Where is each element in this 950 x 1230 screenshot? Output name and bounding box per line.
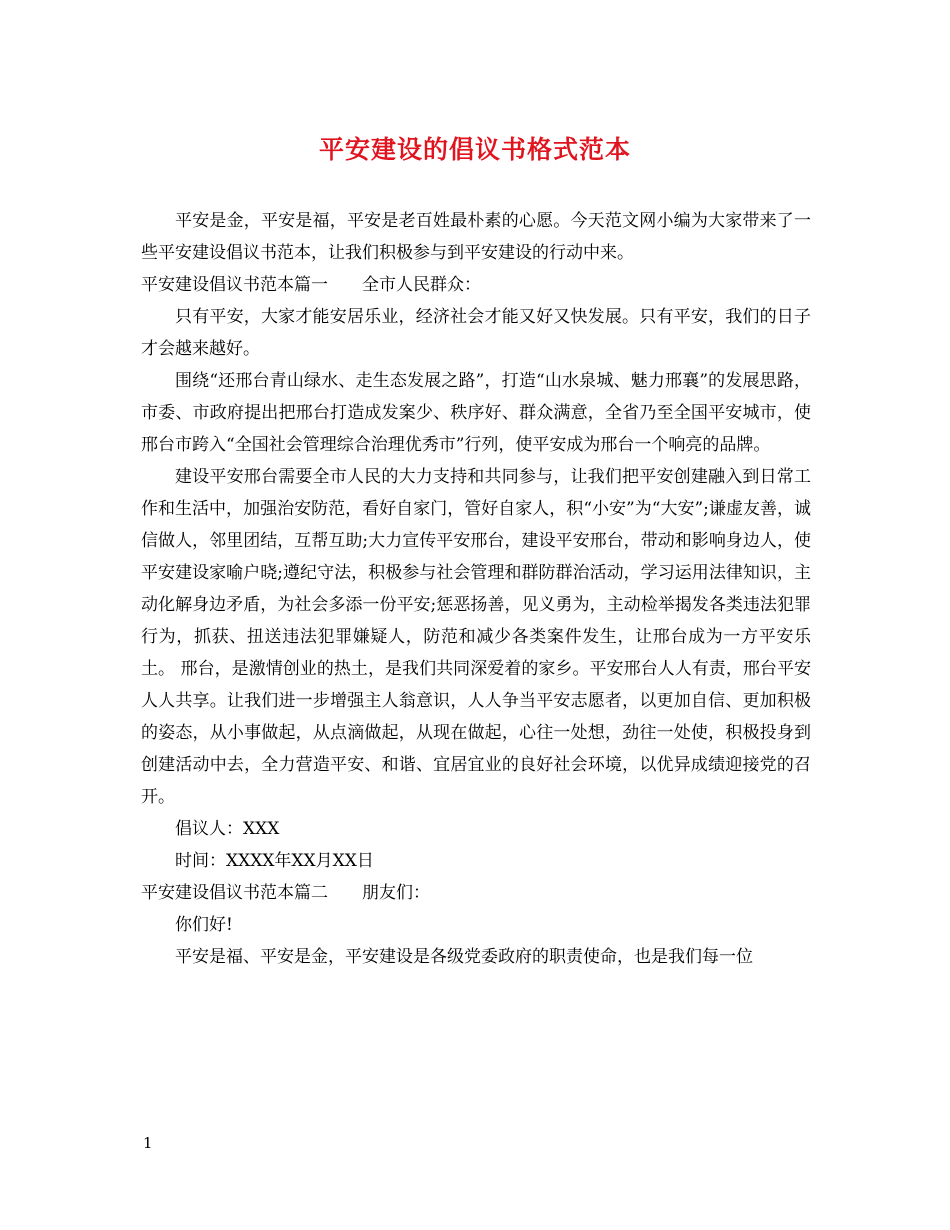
document-title: 平安建设的倡议书格式范本 (318, 135, 631, 164)
signature-line: 倡议人：XXX (175, 819, 280, 839)
paragraph: 建设平安邢台需要全市人民的大力支持和共同参与，让我们把平安创建融入到日常工作和生活中，加强治安防范，看好自家门，管好自家人，积“小安”为“大安”;谦虚友善，诚信做人，邻里团结，互帮互助;大力宣传平安邢台，建设平安邢台，带动和影响身边人，使平安建设家喻户晓;遵纪守法，积极参与社会管理和群防群治活动，学习运用法律知识，主动化解身边矛盾，为社会多添一份平安;惩恶扬善，见义勇为，主动检举揭发各类违法犯罪行为，抓获、扭送违法犯罪嫌疑人，防范和减少各类案件发生，让邢台成为一方平安乐土。 邢台，是激情创业的热土，是我们共同深爱着的家乡。平安邢台人人有责，邢台平安人人共享。让我们进一步增强主人翁意识，人人争当平安志愿者，以更加自信、更加积极的姿态，从小事做起，从点滴做起，从现在做起，心往一处想，劲往一处使，积极投身到创建活动中去，全力营造平安、和谐、宜居宜业的良好社会环境，以优异成绩迎接党的召开。 (141, 467, 811, 807)
section-heading-1: 平安建设倡议书范本篇一 全市人民群众： (141, 275, 481, 295)
document-body (141, 205, 811, 973)
page-number: 1 (143, 1134, 153, 1152)
paragraph-intro: 平安是金，平安是福，平安是老百姓最朴素的心愿。今天范文网小编为大家带来了一些平安建设倡议书范本，让我们积极参与到平安建设的行动中来。 (141, 211, 811, 263)
paragraph: 平安是福、平安是金，平安建设是各级党委政府的职责使命，也是我们每一位 (175, 947, 753, 967)
paragraph: 围绕“还邢台青山绿水、走生态发展之路”，打造“山水泉城、魅力邢襄”的发展思路，市委、市政府提出把邢台打造成发案少、秩序好、群众满意，全省乃至全国平安城市，使邢台市跨入“全国社会管理综合治理优秀市”行列，使平安成为邢台一个响亮的品牌。 (141, 371, 811, 455)
greeting-line: 你们好! (175, 915, 233, 935)
date-line: 时间：XXXX年XX月XX日 (175, 851, 374, 871)
paragraph: 只有平安，大家才能安居乐业，经济社会才能又好又快发展。只有平安，我们的日子才会越来越好。 (141, 307, 811, 359)
section-heading-2: 平安建设倡议书范本篇二 朋友们： (141, 883, 430, 903)
